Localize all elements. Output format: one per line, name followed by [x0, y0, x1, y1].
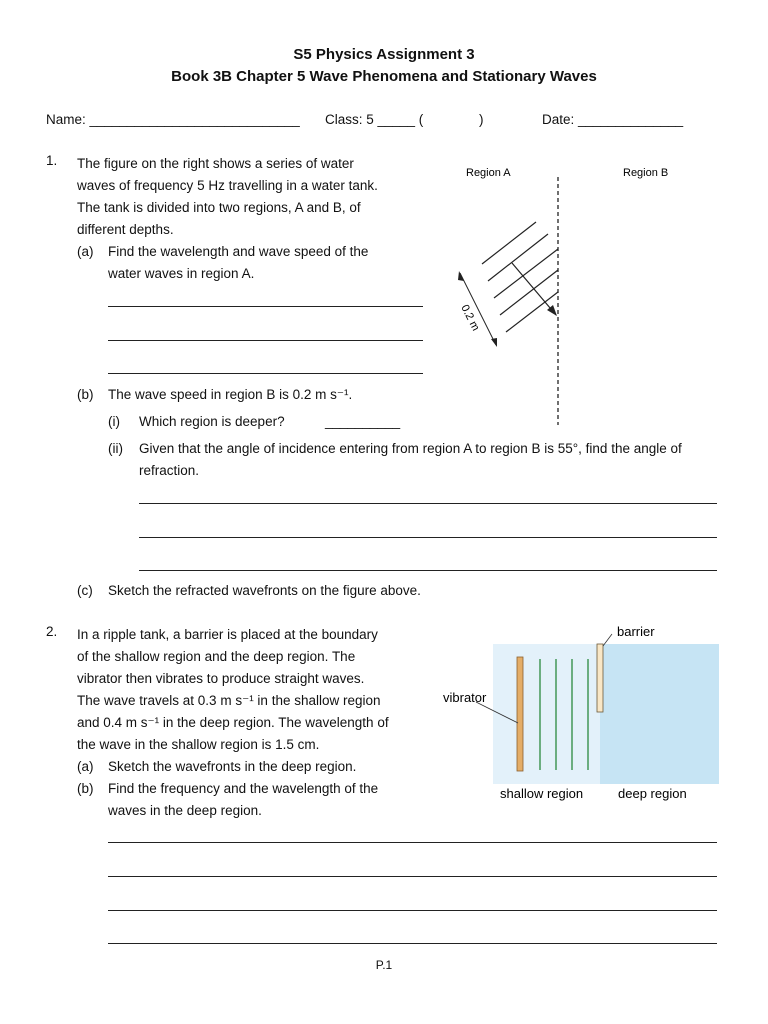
q1bii-text-line-1: Given that the angle of incidence entering from region A to region B is 55°, find the angle of — [139, 441, 682, 456]
q1c-text: Sketch the refracted wavefronts on the figure above. — [108, 583, 421, 598]
q2-text-line-3: vibrator then vibrates to produce straight waves. — [77, 671, 365, 686]
q1bii-answer-line-3[interactable] — [139, 570, 717, 571]
class-field[interactable]: Class: 5 _____ ( — [325, 112, 424, 127]
q1b-label: (b) — [77, 387, 94, 402]
page-subtitle: Book 3B Chapter 5 Wave Phenomena and Stationary Waves — [171, 68, 597, 85]
q1a-text-line-2: water waves in region A. — [108, 266, 255, 281]
q1-text-line-4: different depths. — [77, 222, 174, 237]
barrier-label: barrier — [617, 624, 655, 639]
shallow-region-label: shallow region — [500, 786, 584, 801]
q2a-label: (a) — [77, 759, 94, 774]
q1a-label: (a) — [77, 244, 94, 259]
page-title: S5 Physics Assignment 3 — [293, 46, 475, 63]
wavefront-2 — [488, 234, 548, 281]
vibrator-bar — [517, 657, 523, 771]
q2-text-line-2: of the shallow region and the deep region. The — [77, 649, 356, 664]
q1-text-line-3: The tank is divided into two regions, A and B, of — [77, 200, 361, 215]
deep-region-label: deep region — [618, 786, 687, 801]
q1-number: 1. — [46, 153, 58, 168]
page-number: P.1 — [375, 958, 393, 972]
q1bi-text: Which region is deeper? — [139, 414, 285, 429]
wavefronts — [482, 222, 558, 332]
q1bii-label: (ii) — [108, 441, 123, 456]
q1b-text: The wave speed in region B is 0.2 m s⁻¹. — [108, 387, 353, 402]
q2-text-line-5: and 0.4 m s⁻¹ in the deep region. The wavelength of — [77, 715, 389, 730]
q1bii-answer-line-1[interactable] — [139, 503, 717, 504]
q2b-text-line-2: waves in the deep region. — [108, 803, 262, 818]
date-field[interactable]: Date: ______________ — [542, 112, 684, 127]
q2a-text: Sketch the wavefronts in the deep region. — [108, 759, 357, 774]
q2b-label: (b) — [77, 781, 94, 796]
q1a-text-line-1: Find the wavelength and wave speed of the — [108, 244, 369, 259]
q2-number: 2. — [46, 624, 58, 639]
shallow-region-area — [493, 644, 600, 784]
dimension-arrowhead-top — [458, 271, 464, 281]
q1-text-line-2: waves of frequency 5 Hz travelling in a water tank. — [77, 178, 378, 193]
q1bi-answer-blank[interactable]: __________ — [325, 414, 401, 429]
dimension-label: 0.2 m — [458, 302, 482, 333]
q2-ripple-tank-figure — [438, 618, 728, 808]
q1a-answer-line-2[interactable] — [108, 340, 423, 341]
q2-answer-line-1[interactable] — [108, 842, 717, 843]
region-a-label: Region A — [466, 167, 511, 179]
class-number-close: ) — [479, 112, 484, 127]
q1a-answer-line-3[interactable] — [108, 373, 423, 374]
q2-answer-line-2[interactable] — [108, 876, 717, 877]
name-field[interactable]: Name: ____________________________ — [46, 112, 300, 127]
wavefront-5 — [506, 292, 558, 332]
q2-answer-line-4[interactable] — [108, 943, 717, 944]
q2-text-line-4: The wave travels at 0.3 m s⁻¹ in the shallow region — [77, 693, 381, 708]
propagation-arrow — [512, 263, 556, 315]
region-b-label: Region B — [623, 167, 669, 179]
vibrator-label: vibrator — [443, 690, 487, 705]
q1-text-line-1: The figure on the right shows a series of water — [77, 156, 354, 171]
q1bi-label: (i) — [108, 414, 120, 429]
q1a-answer-line-1[interactable] — [108, 306, 423, 307]
wavefront-3 — [494, 249, 558, 298]
q1-wave-figure — [440, 155, 690, 430]
q2-text-line-6: the wave in the shallow region is 1.5 cm. — [77, 737, 320, 752]
wavefront-1 — [482, 222, 536, 264]
barrier-plate — [597, 644, 603, 712]
q2b-text-line-1: Find the frequency and the wavelength of the — [108, 781, 379, 796]
deep-region-area — [600, 644, 719, 784]
q1bii-answer-line-2[interactable] — [139, 537, 717, 538]
q1bii-text-line-2: refraction. — [139, 463, 200, 478]
q2-answer-line-3[interactable] — [108, 910, 717, 911]
q2-text-line-1: In a ripple tank, a barrier is placed at the boundary — [77, 627, 378, 642]
q1c-label: (c) — [77, 583, 93, 598]
dimension-arrowhead-bottom — [491, 338, 497, 347]
